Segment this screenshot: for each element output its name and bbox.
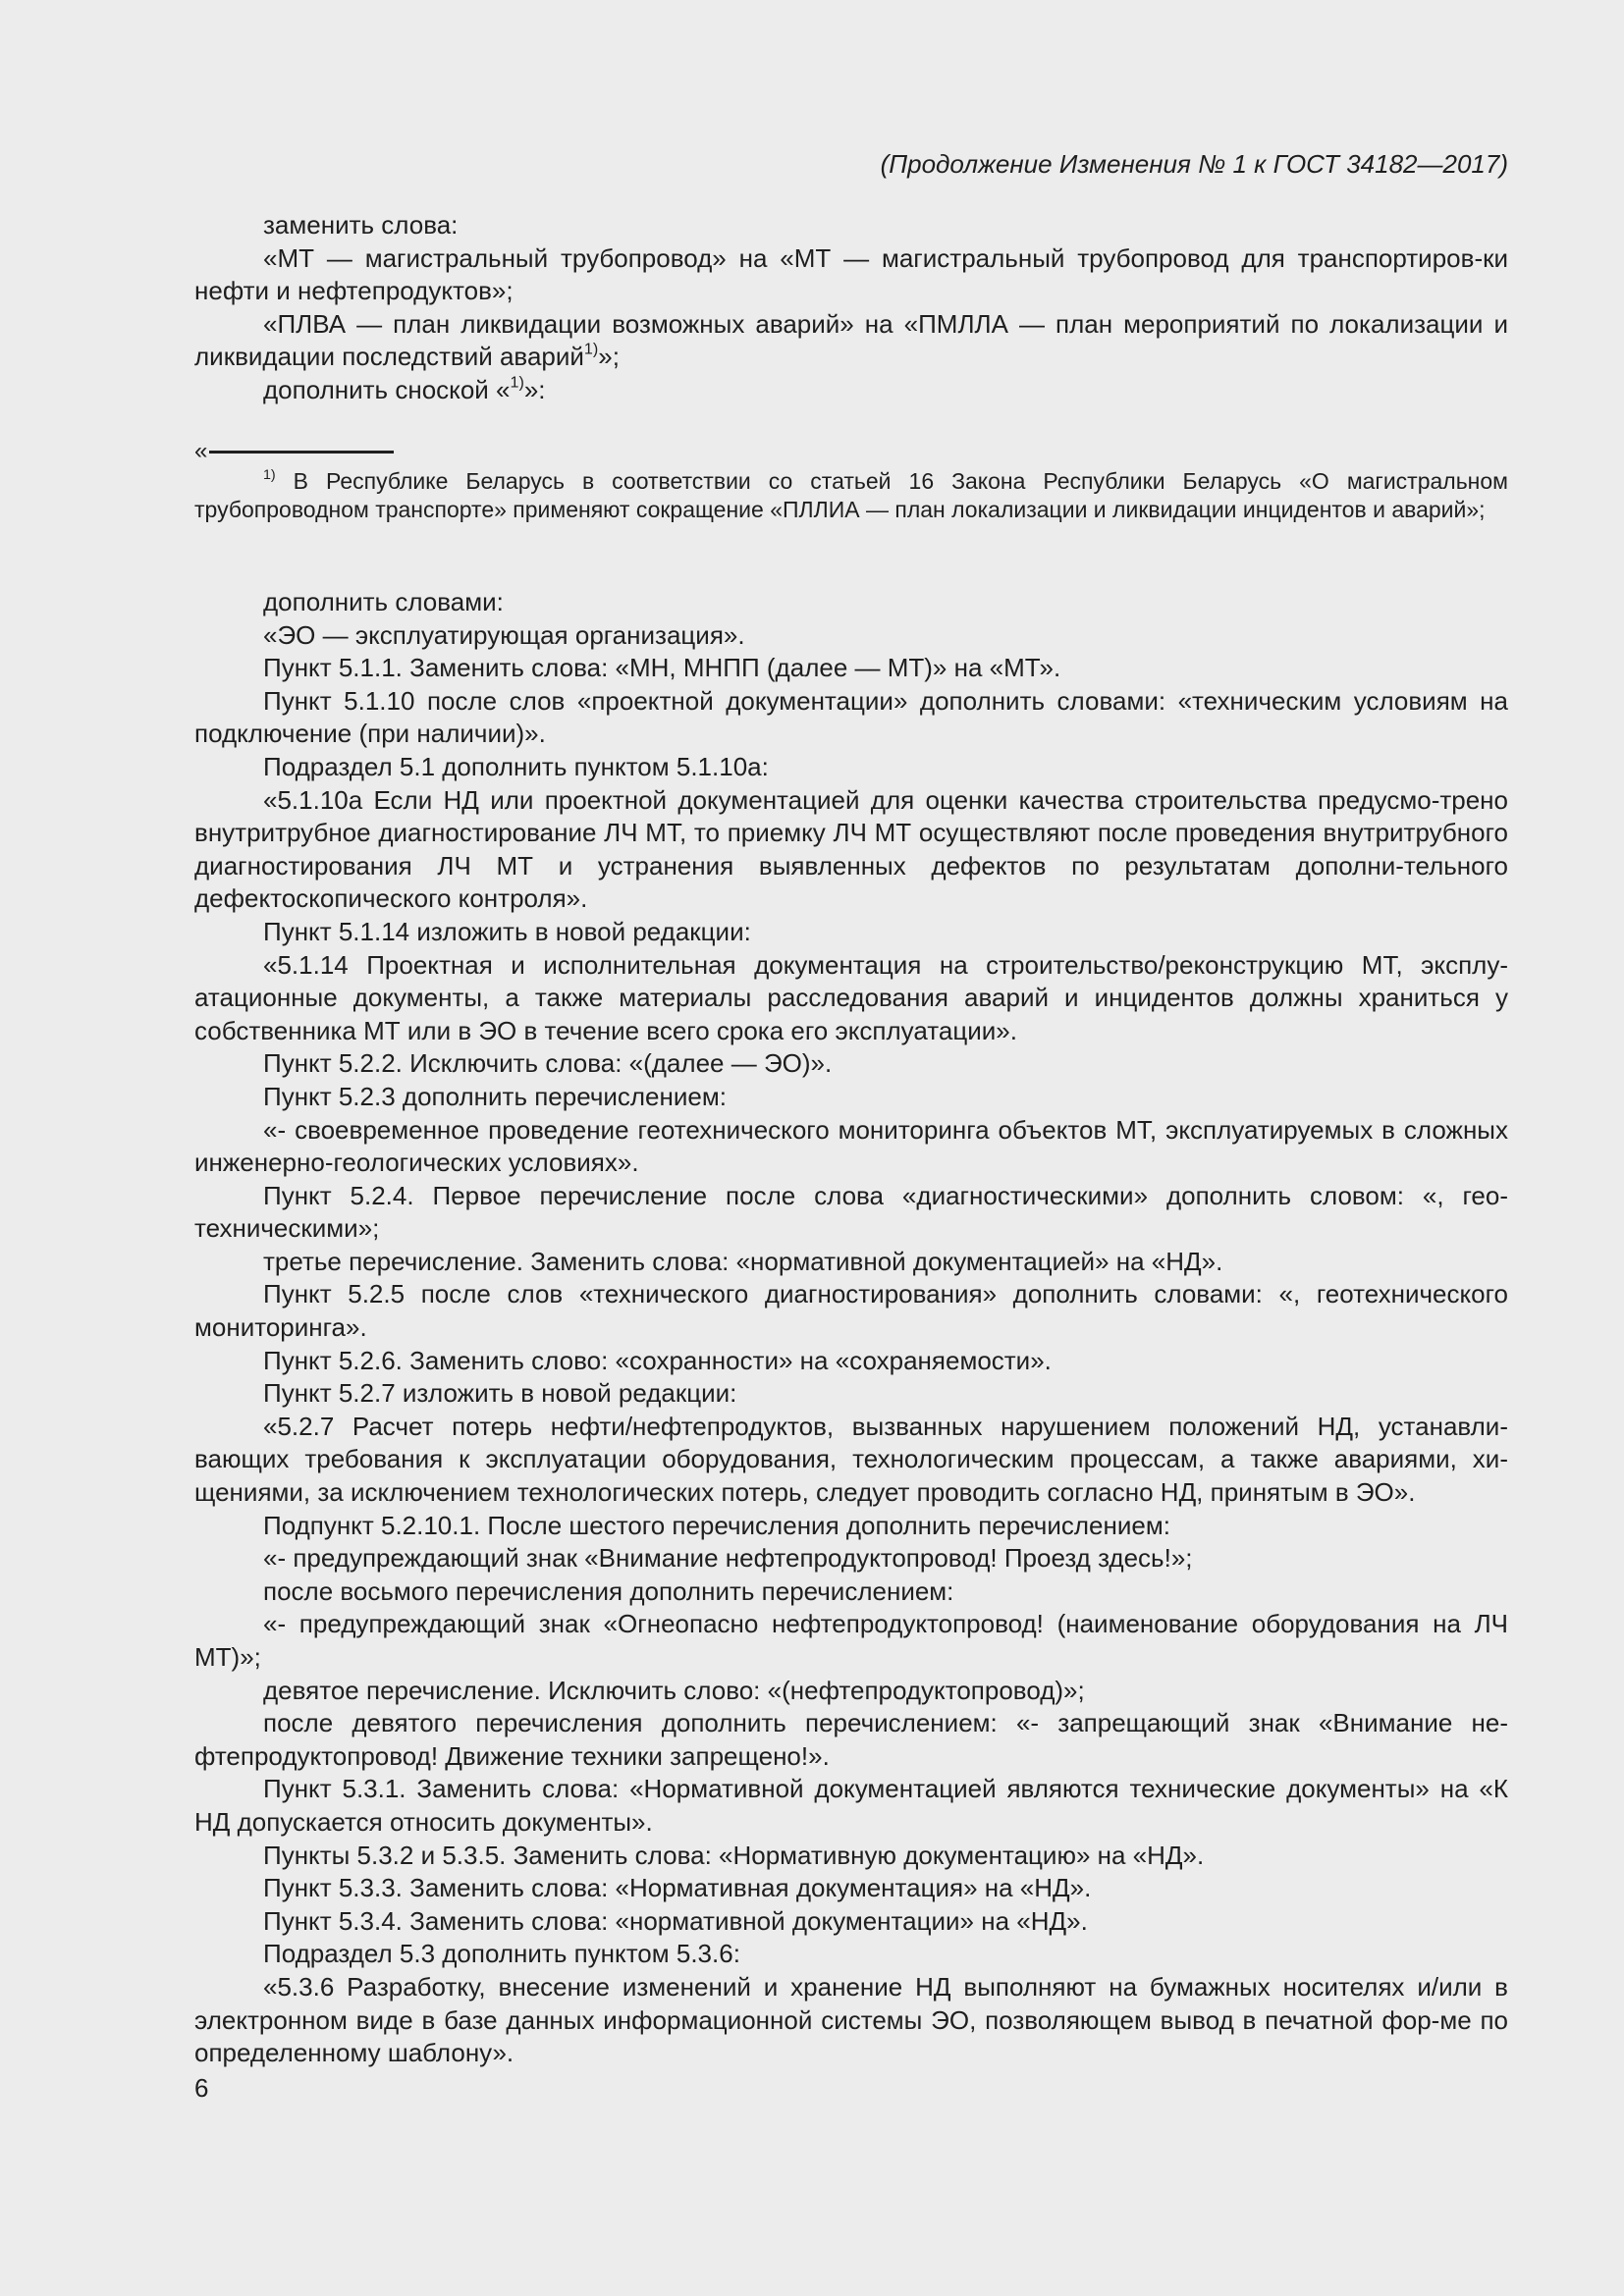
paragraph-text: Подраздел 5.1 дополнить пунктом 5.1.10а: xyxy=(263,751,769,781)
paragraph xyxy=(194,916,1508,949)
paragraph-text: «ПЛВА — план ликвидации возможных аварий» на «ПМЛЛА — план мероприятий по локализации и ликвидации последствий аварий xyxy=(194,308,1508,372)
paragraph-text: третье перечисление. Заменить слова: «нормативной документацией» на «НД». xyxy=(263,1246,1223,1276)
page-number: 6 xyxy=(194,2073,209,2103)
paragraph-text: заменить слова: xyxy=(263,210,459,240)
paragraph-text: Подраздел 5.3 дополнить пунктом 5.3.6: xyxy=(263,1939,740,1969)
paragraph-text: Подпункт 5.2.10.1. После шестого перечисления дополнить перечислением: xyxy=(263,1510,1170,1540)
paragraph-text: «5.3.6 Разработку, внесение изменений и хранение НД выполняют на бумажных носителях и/или в электронном виде в базе данных информационной системы ЭО, позволяющем вывод в печатной фор-ме по определенному шаблону». xyxy=(194,1971,1508,2068)
paragraph xyxy=(194,751,1508,784)
footnote-body: В Республике Беларусь в соответствии со статьей 16 Закона Республики Беларусь «О магистральном трубопроводном транспорте» применяют сокращение «ПЛЛИА — план локализации и ликвидации инцидентов и аварий»; xyxy=(194,468,1508,522)
paragraph xyxy=(194,1377,1508,1411)
paragraph-text: Пункт 5.1.14 изложить в новой редакции: xyxy=(263,916,751,946)
paragraph-text: Пункт 5.2.4. Первое перечисление после слова «диагностическими» дополнить словом: «, гео-техническими»; xyxy=(194,1180,1508,1244)
paragraph xyxy=(194,586,1508,619)
paragraph xyxy=(194,1278,1508,1344)
paragraph-text: «ЭО — эксплуатирующая организация». xyxy=(263,619,745,650)
paragraph xyxy=(194,242,1508,308)
paragraph xyxy=(194,685,1508,751)
paragraph-text: Пункт 5.2.7 изложить в новой редакции: xyxy=(263,1378,737,1409)
paragraph xyxy=(194,784,1508,916)
paragraph-text: «5.1.14 Проектная и исполнительная документация на строительство/реконструкцию МТ, эксплу-атационные документы, а также материалы расследования аварий и инцидентов должны храниться у собственника МТ или в ЭО в течение всего срока его эксплуатации». xyxy=(194,949,1508,1045)
paragraph xyxy=(194,652,1508,685)
paragraph-text: Пункт 5.3.4. Заменить слова: «нормативной документации» на «НД». xyxy=(263,1905,1088,1936)
paragraph-text: после девятого перечисления дополнить перечислением: «- запрещающий знак «Внимание не-фтепродуктопровод! Движение техники запрещено!». xyxy=(194,1708,1508,1771)
paragraph-text: Пункт 5.2.3 дополнить перечислением: xyxy=(263,1081,727,1111)
paragraph-text: Пункт 5.3.3. Заменить слова: «Нормативная документация» на «НД». xyxy=(263,1873,1092,1903)
paragraph-text: после восьмого перечисления дополнить перечислением: xyxy=(263,1575,954,1606)
paragraph xyxy=(194,1345,1508,1378)
paragraph xyxy=(194,1608,1508,1674)
paragraph-text: «МТ — магистральный трубопровод» на «МТ — магистральный трубопровод для транспортиров-ки нефти и нефтепродуктов»; xyxy=(194,242,1508,306)
footnote-reference: 1) xyxy=(510,373,524,392)
paragraph xyxy=(194,619,1508,653)
paragraph-text: «- предупреждающий знак «Внимание нефтепродуктопровод! Проезд здесь!»; xyxy=(263,1543,1193,1574)
paragraph-text: «5.2.7 Расчет потерь нефти/нефтепродуктов, вызванных нарушением положений НД, устанавли-вающих требования к эксплуатации оборудования, технологическим процессам, а также авариями, хи-щениями, за исключением технологических потерь, следует проводить согласно НД, принятым в ЭО». xyxy=(194,1411,1508,1508)
body-text-block xyxy=(194,586,1508,2070)
top-text-block xyxy=(194,209,1508,407)
paragraph xyxy=(194,1840,1508,1873)
footnote-open-quote: « xyxy=(194,438,208,464)
paragraph xyxy=(194,374,1508,407)
paragraph xyxy=(194,1575,1508,1609)
paragraph xyxy=(194,1411,1508,1510)
footnote-text xyxy=(194,467,1508,524)
footnote-reference: 1) xyxy=(583,341,599,359)
footnote xyxy=(194,467,1508,524)
paragraph-text: «- своевременное проведение геотехнического мониторинга объектов МТ, эксплуатируемых в сложных инженерно-геологических условиях». xyxy=(194,1114,1508,1178)
paragraph-text: дополнить сноской « xyxy=(263,374,511,404)
footnote-rule xyxy=(209,451,394,454)
paragraph-text-tail: »; xyxy=(598,342,620,372)
paragraph xyxy=(194,1872,1508,1905)
paragraph xyxy=(194,1905,1508,1939)
paragraph-text: Пункт 5.2.5 после слов «технического диагностирования» дополнить словами: «, геотехнического мониторинга». xyxy=(194,1279,1508,1343)
paragraph xyxy=(194,308,1508,374)
paragraph xyxy=(194,949,1508,1048)
paragraph-text: «- предупреждающий знак «Огнеопасно нефтепродуктопровод! (наименование оборудования на ЛЧ МТ)»; xyxy=(194,1609,1508,1672)
paragraph-text: девятое перечисление. Исключить слово: «(нефтепродуктопровод)»; xyxy=(263,1675,1085,1705)
paragraph-text: Пункт 5.2.6. Заменить слово: «сохранности» на «сохраняемости». xyxy=(263,1345,1052,1375)
paragraph xyxy=(194,1773,1508,1839)
footnote-marker: 1) xyxy=(263,467,276,484)
paragraph xyxy=(194,1081,1508,1114)
paragraph xyxy=(194,1180,1508,1246)
paragraph-text: «5.1.10а Если НД или проектной документацией для оценки качества строительства предусмо-трено внутритрубное диагностирование ЛЧ МТ, то приемку ЛЧ МТ осуществляют после проведения внутритрубного диагностирования ЛЧ МТ и устранения выявленных дефектов по результатам дополни-тельного дефектоскопического контроля». xyxy=(194,784,1508,914)
paragraph xyxy=(194,1246,1508,1279)
paragraph xyxy=(194,1510,1508,1543)
paragraph xyxy=(194,1675,1508,1708)
paragraph-text: Пункт 5.1.1. Заменить слова: «МН, МНПП (далее — МТ)» на «МТ». xyxy=(263,653,1061,683)
paragraph-text-tail: »: xyxy=(523,374,546,404)
paragraph xyxy=(194,1542,1508,1575)
paragraph-text: Пункт 5.1.10 после слов «проектной документации» дополнить словами: «техническим условиям на подключение (при наличии)». xyxy=(194,685,1508,749)
paragraph xyxy=(194,1707,1508,1773)
footnote-separator xyxy=(194,440,394,463)
paragraph xyxy=(194,1047,1508,1081)
paragraph-text: дополнить словами: xyxy=(263,587,504,616)
paragraph-text: Пункт 5.3.1. Заменить слова: «Нормативной документацией являются технические документы» на «К НД допускается относить документы». xyxy=(194,1774,1508,1837)
paragraph-text: Пункты 5.3.2 и 5.3.5. Заменить слова: «Нормативную документацию» на «НД». xyxy=(263,1840,1205,1870)
paragraph xyxy=(194,1971,1508,2070)
paragraph xyxy=(194,1114,1508,1180)
paragraph xyxy=(194,1938,1508,1971)
paragraph xyxy=(194,209,1508,242)
paragraph-text: Пункт 5.2.2. Исключить слова: «(далее — ЭО)». xyxy=(263,1048,833,1079)
running-header: (Продолжение Изменения № 1 к ГОСТ 34182—2017) xyxy=(880,149,1508,179)
